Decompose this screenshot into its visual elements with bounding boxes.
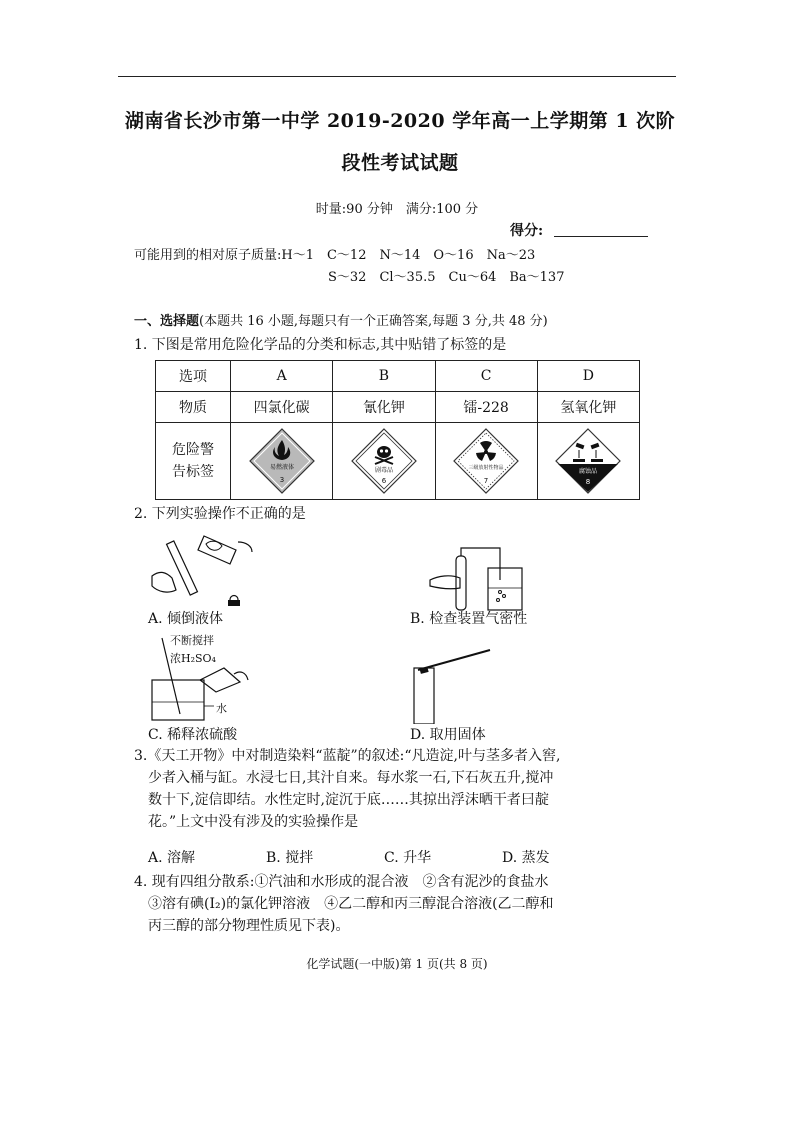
option-a: A: [231, 361, 333, 392]
score-label: 得分:: [510, 223, 544, 239]
section-note: (本题共 16 小题,每题只有一个正确答案,每题 3 分,共 48 分): [199, 314, 548, 329]
substance-c: 镭-228: [435, 392, 537, 423]
row-label-option: 选项: [156, 361, 231, 392]
table-row-substances: [156, 392, 640, 423]
stir-label: 不断搅拌: [170, 634, 214, 647]
corrosive-icon: [555, 428, 621, 494]
svg-text:7: 7: [483, 477, 489, 485]
figure-take-solid: [404, 648, 504, 724]
row-label-hazard: 危险警 告标签: [156, 423, 231, 500]
svg-text:三级放射性物品: 三级放射性物品: [468, 465, 504, 471]
table-row-options: [156, 361, 640, 392]
svg-text:剧毒品: 剧毒品: [374, 467, 393, 474]
q3-line: 数十下,淀信即结。水性定时,淀沉于底……其掠出浮沫晒干者曰靛: [148, 792, 549, 808]
q2-option-a: A. 倾倒液体: [148, 611, 224, 627]
table-row-labels: [156, 423, 640, 500]
substance-d: 氢氧化钾: [537, 392, 639, 423]
question-2-stem: 2. 下列实验操作不正确的是: [134, 506, 306, 522]
figure-airtight-check: [420, 540, 530, 612]
question-3-stem: [134, 745, 674, 833]
q3-option-c: C. 升华: [384, 850, 432, 866]
q3-line: 少者入桶与缸。水浸七日,其汁自来。每水浆一石,下石灰五升,搅冲: [148, 770, 554, 786]
q4-line: ③溶有碘(I₂)的氯化钾溶液 ④乙二醇和丙三醇混合溶液(乙二醇和: [148, 896, 554, 912]
question-1-stem: 1. 下图是常用危险化学品的分类和标志,其中贴错了标签的是: [134, 337, 507, 353]
q2-option-b: B. 检查装置气密性: [410, 611, 528, 627]
section-title: 一、选择题: [134, 314, 200, 329]
row-label-substance: 物质: [156, 392, 231, 423]
page-title-line1: 湖南省长沙市第一中学 2019-2020 学年高一上学期第 1 次阶: [124, 110, 676, 132]
q3-line: 花。”上文中没有涉及的实验操作是: [148, 814, 359, 830]
q3-option-d: D. 蒸发: [502, 850, 550, 866]
question-4-stem: [134, 871, 674, 937]
water-label: 水: [216, 702, 227, 715]
figure-pour-liquid: [148, 528, 258, 612]
atomic-masses-line1: 可能用到的相对原子质量:H～1 C～12 N～14 O～16 Na～23: [134, 248, 536, 263]
hazard-table: [155, 360, 640, 500]
score-blank: [554, 236, 648, 237]
section-heading: [134, 310, 548, 329]
exam-meta: 时量:90 分钟 满分:100 分: [315, 202, 479, 217]
q3-line: 3.《天工开物》中对制造染料“蓝靛”的叙述:“凡造淀,叶与茎多者入窖,: [134, 748, 561, 764]
svg-text:腐蚀品: 腐蚀品: [579, 468, 598, 475]
header-rule: [118, 76, 676, 77]
page-footer: 化学试题(一中版)第 1 页(共 8 页): [306, 957, 488, 971]
airtight-check-illustration: [420, 540, 530, 612]
skull-icon: [351, 428, 417, 494]
substance-a: 四氯化碳: [231, 392, 333, 423]
q3-option-b: B. 搅拌: [266, 850, 314, 866]
svg-text:3: 3: [279, 476, 284, 484]
q2-option-d: D. 取用固体: [410, 727, 486, 743]
svg-text:易燃液体: 易燃液体: [269, 464, 294, 471]
q3-option-a: A. 溶解: [148, 850, 196, 866]
substance-b: 氰化钾: [333, 392, 435, 423]
pour-liquid-illustration: [148, 528, 258, 612]
svg-text:6: 6: [381, 477, 387, 485]
radiation-icon: [453, 428, 519, 494]
option-d: D: [537, 361, 639, 392]
q2-option-c: C. 稀释浓硫酸: [148, 727, 238, 743]
page-title-line2: 段性考试试题: [341, 152, 459, 174]
acid-label: 浓H₂SO₄: [170, 652, 216, 665]
option-b: B: [333, 361, 435, 392]
q3-options: [148, 847, 620, 867]
svg-text:8: 8: [586, 478, 591, 486]
q4-line: 4. 现有四组分散系:①汽油和水形成的混合液 ②含有泥沙的食盐水: [134, 874, 549, 890]
take-solid-illustration: [404, 648, 504, 724]
atomic-masses-line2: S～32 Cl～35.5 Cu～64 Ba～137: [328, 270, 565, 285]
option-c: C: [435, 361, 537, 392]
flame-icon: [249, 428, 315, 494]
q4-line: 丙三醇的部分物理性质见下表)。: [148, 918, 350, 934]
